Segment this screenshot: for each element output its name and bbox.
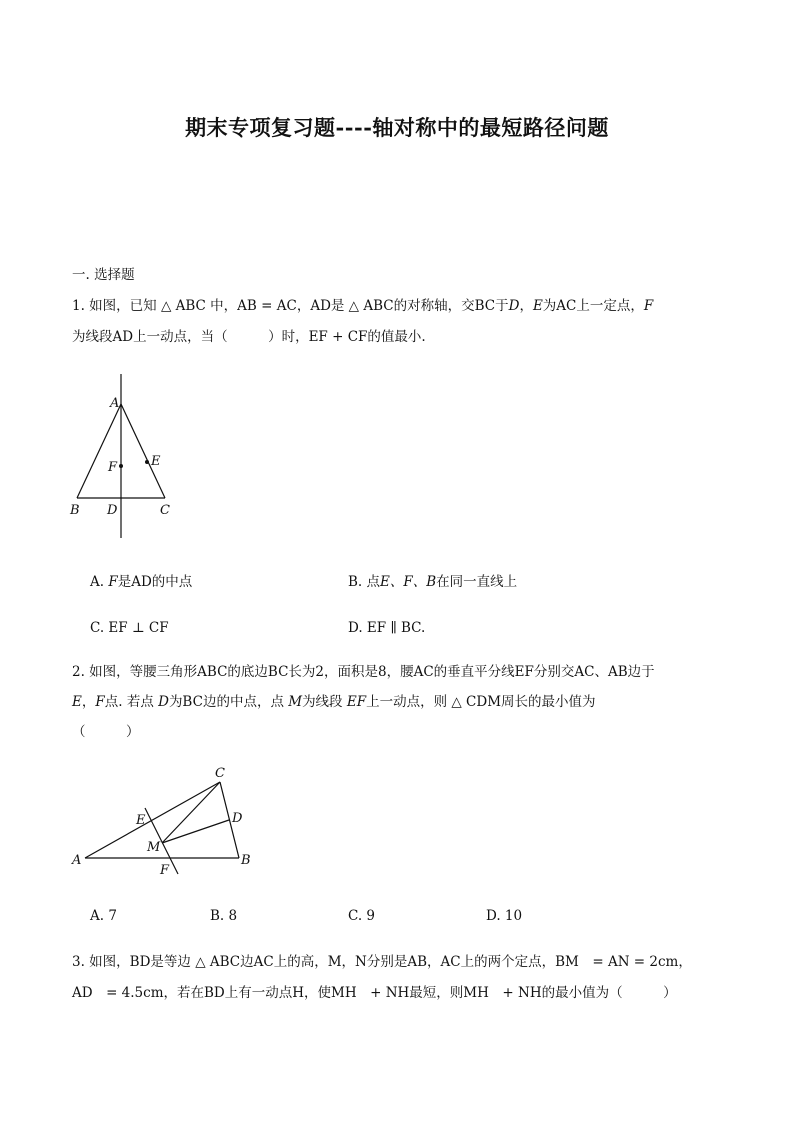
q1-label-b: B [70,503,80,518]
q2-label-b: B [241,853,251,868]
q2-segment-dm [162,820,229,843]
q2-label-a: A [72,853,82,868]
q2-line2: E，F点. 若点 D为BC边的中点，点 M为线段 EF上一动点，则 △ CDM周长的最小值为 [72,694,596,710]
q2-option-c: C. 9 [348,908,376,924]
q1-point-e [145,460,149,464]
q2-label-f: F [160,863,170,878]
q1-label-f: F [108,460,118,475]
q1-option-a: A. F是AD的中点 [90,574,193,590]
q2-figure [60,760,270,885]
q1-var-f: F [643,298,654,314]
q2-label-e: E [136,813,146,828]
q2-option-a: A. 7 [90,908,117,924]
q1-text-c: ， [519,298,533,314]
q2-option-d: D. 10 [486,908,523,924]
q1-option-d: D. EF ∥ BC. [348,620,426,636]
q2-option-b: B. 8 [210,908,238,924]
q2-line1: 2. 如图，等腰三角形ABC的底边BC长为2，面积是8，腰AC的垂直平分线EF分别交AC、AB边于 [72,664,655,680]
q1-label-c: C [160,503,170,518]
q1-option-c: C. EF ⊥ CF [90,620,169,636]
q2-label-c: C [215,766,225,781]
q1-figure [60,370,190,545]
q2-label-d: D [232,811,243,826]
q1-option-b: B. 点E、F、B在同一直线上 [348,574,518,590]
q1-point-f [119,464,123,468]
q1-label-e: E [151,454,161,469]
q2-line3: （ ） [72,724,140,740]
q2-label-m: M [147,840,161,855]
q3-line1: 3. 如图，BD是等边 △ ABC边AC上的高，M，N分别是AB，AC上的两个定点，BM = AN = 2cm， [72,954,692,970]
q1-text-a: 1. 如图，已知 △ ABC 中，AB = AC，AD是 △ ABC的对称轴，交BC于 [72,298,509,314]
q3-line2: AD = 4.5cm，若在BD上有一动点H，使MH + NH最短，则MH + NH的最小值为（ ） [72,985,677,1001]
q1-side-ab [77,404,121,498]
q1-var-d: D [508,298,520,314]
q1-label-d: D [107,503,118,518]
q1-line1 [72,296,653,316]
section-heading: 一. 选择题 [72,267,135,283]
q1-var-e: E [532,298,543,314]
page-title: 期末专项复习题----轴对称中的最短路径问题 [185,115,609,140]
q1-label-a: A [110,396,120,411]
q1-text-e: 为AC上一定点， [542,298,644,314]
q2-segment-cm [162,782,220,843]
q1-side-ac [121,404,165,498]
q1-line2: 为线段AD上一动点，当（ ）时，EF + CF的值最小. [72,329,426,345]
